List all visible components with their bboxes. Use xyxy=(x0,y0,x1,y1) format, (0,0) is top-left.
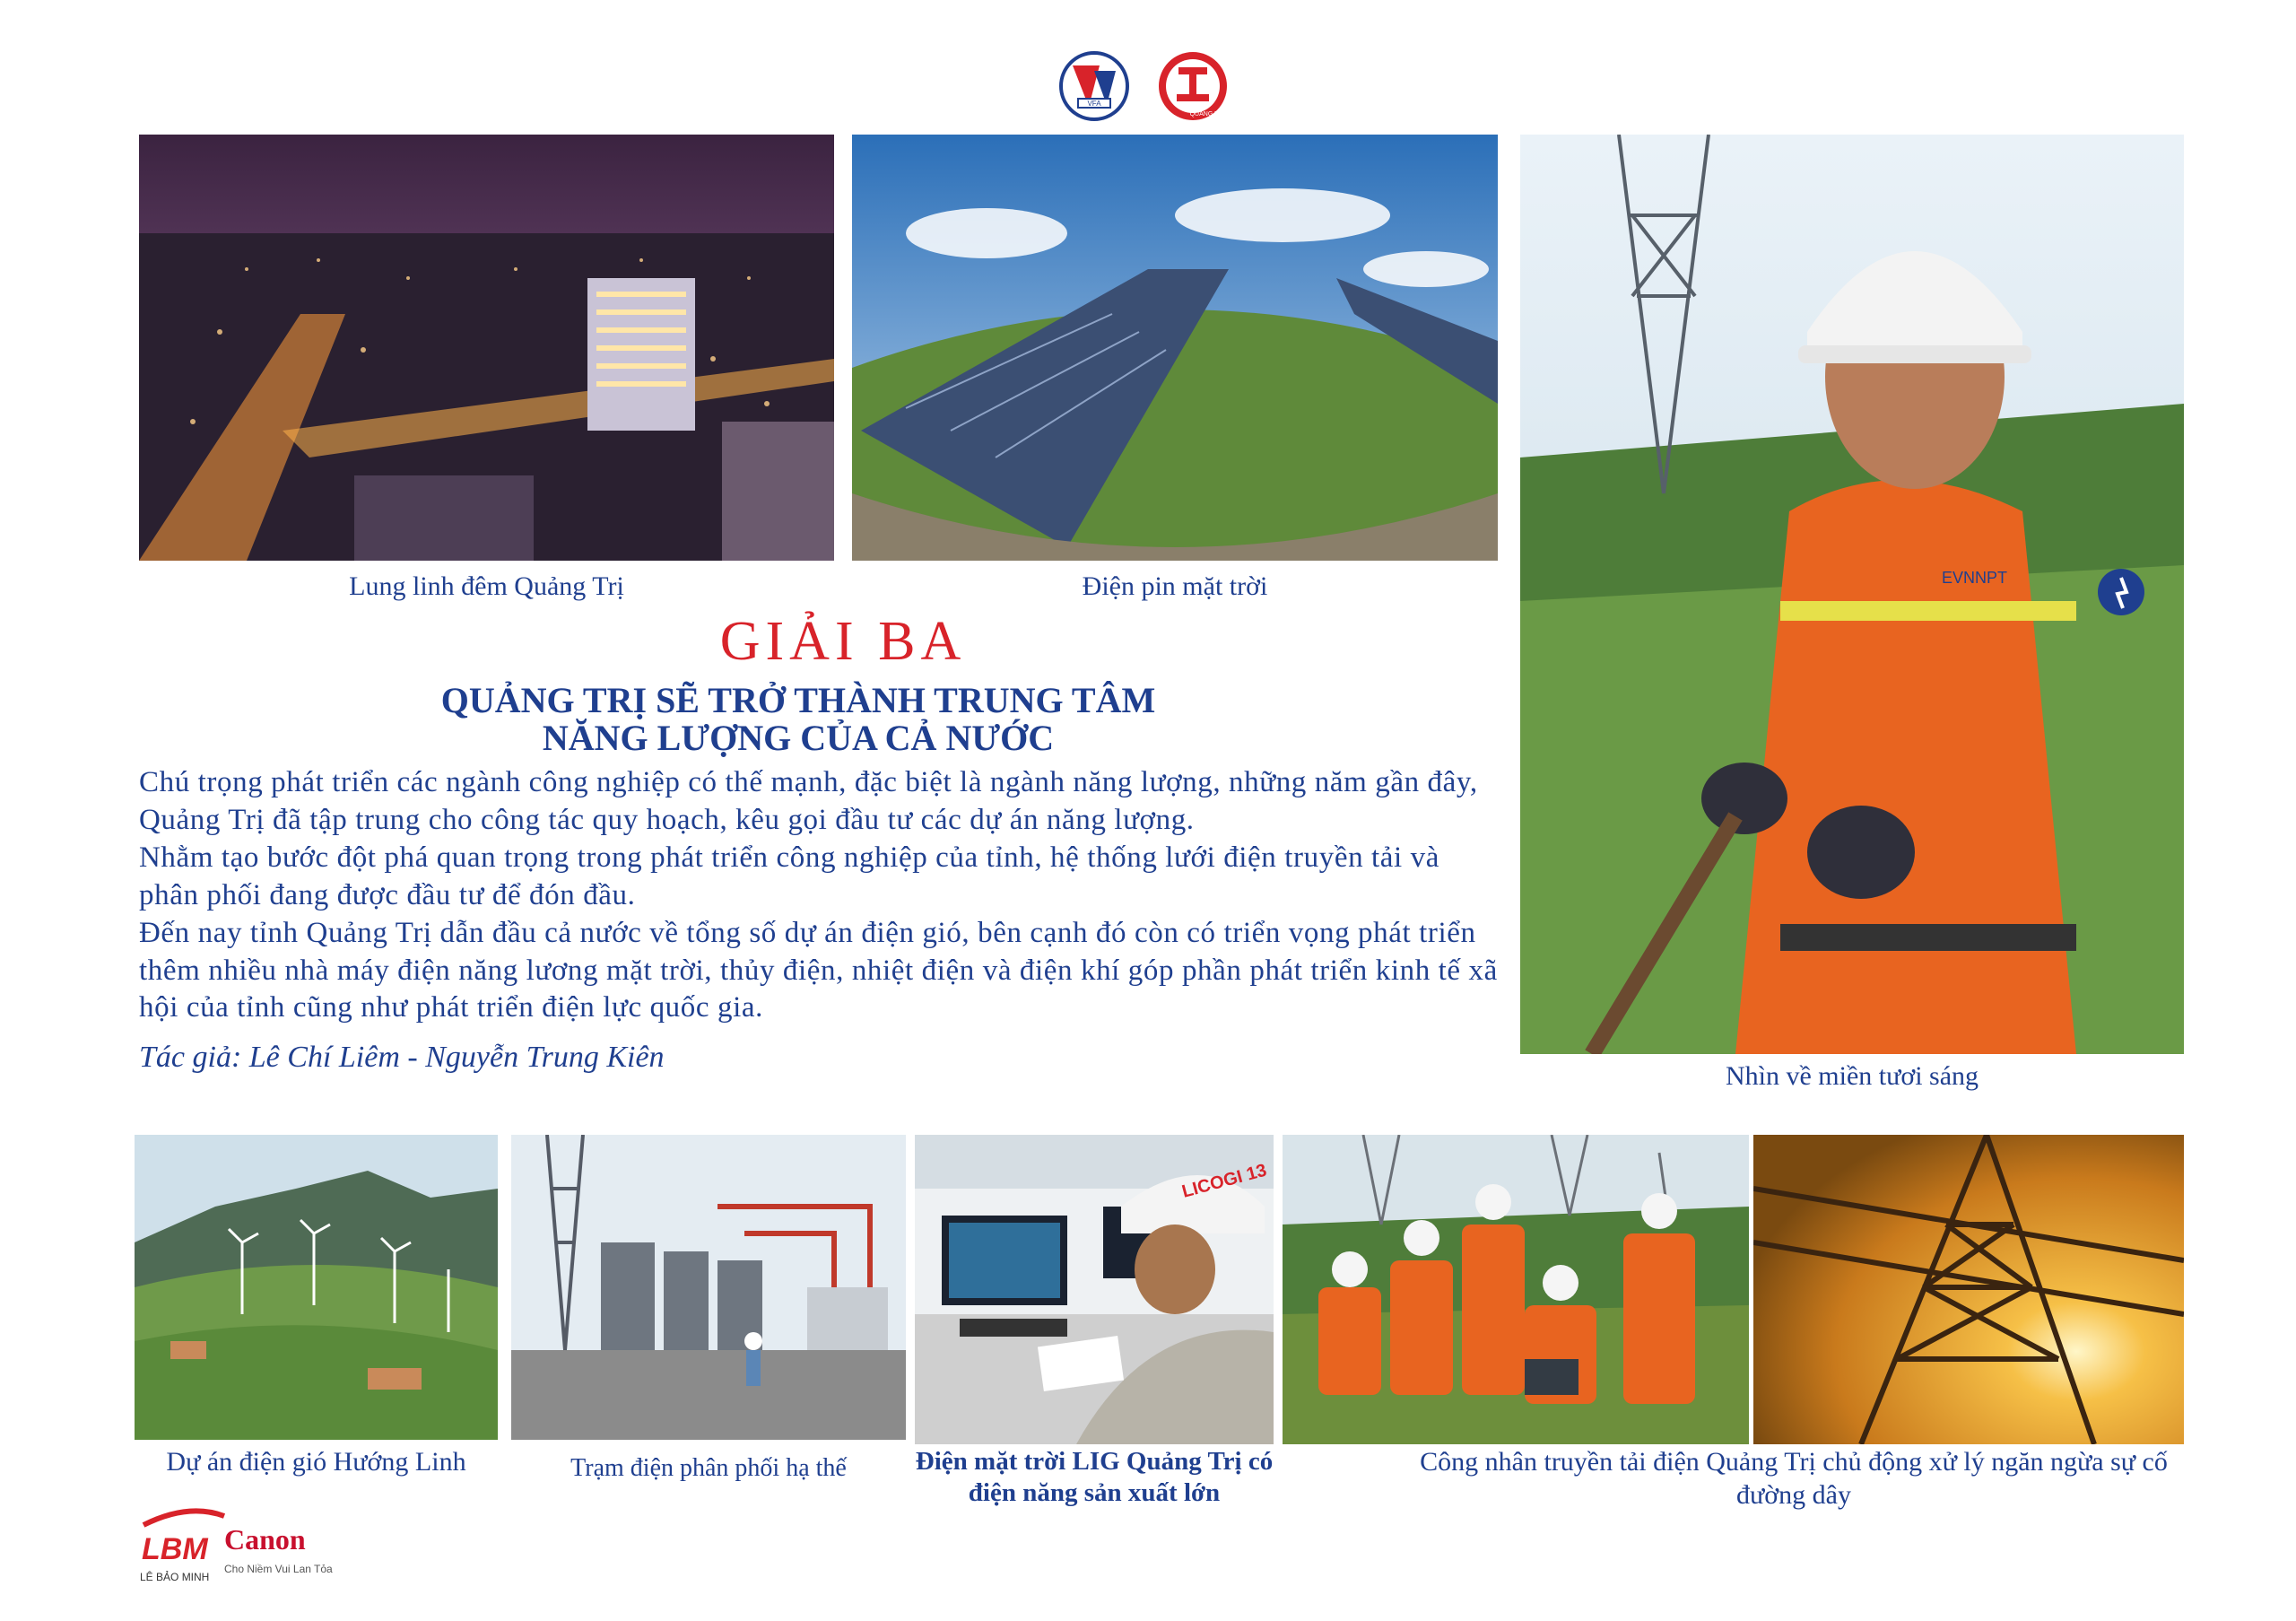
svg-text:LÊ BẢO MINH: LÊ BẢO MINH xyxy=(140,1571,210,1583)
photo-tower-sunset xyxy=(1753,1135,2184,1444)
author-credit: Tác giả: Lê Chí Liêm - Nguyễn Trung Kiên xyxy=(139,1041,665,1074)
headline-line-1: QUẢNG TRỊ SẼ TRỞ THÀNH TRUNG TÂM xyxy=(440,680,1156,720)
caption-crew: Công nhân truyền tải điện Quảng Trị chủ động xử lý ngăn ngừa sự cố đường dây xyxy=(1420,1447,2168,1510)
canon-logo xyxy=(224,1525,368,1588)
caption-control-room: Điện mặt trời LIG Quảng Trị có điện năng sản xuất lớn xyxy=(915,1447,1274,1508)
caption-wind-farm: Dự án điện gió Hướng Linh xyxy=(166,1447,466,1477)
caption-worker: Nhìn về miền tươi sáng xyxy=(1725,1061,1979,1091)
body-paragraph-2: Nhằm tạo bước đột phá quan trọng trong phát triển công nghiệp của tỉnh, hệ thống lưới điện truyền tải và phân phối đang được đầu tư để đón đầu. xyxy=(139,841,1439,911)
body-paragraph-3: Đến nay tỉnh Quảng Trị dẫn đầu cả nước về tổng số dự án điện gió, bên cạnh đó còn có triển vọng phát triển thêm nhiều nhà máy điện năng lương mặt trời, thủy điện, nhiệt điện và điện khí góp phần phát triển kinh tế xã hội của tỉnh cũng như phát triển điện lực quốc gia. xyxy=(139,916,1498,1024)
vfa-logo-icon xyxy=(1058,49,1238,123)
canon-wordmark: Canon xyxy=(224,1523,306,1556)
caption-substation: Trạm điện phân phối hạ thế xyxy=(570,1454,847,1482)
headline-line-2: NĂNG LƯỢNG CỦA CẢ NƯỚC xyxy=(542,718,1055,758)
photo-substation xyxy=(511,1135,906,1440)
lbm-logo-icon xyxy=(135,1507,233,1588)
headline xyxy=(269,682,1327,757)
photo-solar xyxy=(852,135,1498,561)
photo-worker xyxy=(1520,135,2184,1054)
svg-text:VFA: VFA xyxy=(1087,100,1101,108)
svg-text:LBM: LBM xyxy=(142,1532,208,1566)
caption-solar: Điện pin mặt trời xyxy=(1082,571,1268,601)
canon-slogan: Cho Niềm Vui Lan Tỏa xyxy=(224,1563,333,1575)
photo-crew xyxy=(1283,1135,1749,1444)
body-paragraph-1: Chú trọng phát triển các ngành công nghiệp có thế mạnh, đặc biệt là ngành năng lượng, những năm gần đây, Quảng Trị đã tập trung cho công tác quy hoạch, kêu gọi đầu tư các dự án năng lượng. xyxy=(139,766,1478,836)
award-title: GIẢI BA xyxy=(719,611,967,672)
caption-night-city: Lung linh đêm Quảng Trị xyxy=(349,571,624,601)
svg-text:EVNNPT: EVNNPT xyxy=(1942,569,2008,587)
photo-wind-farm xyxy=(135,1135,498,1440)
article-body xyxy=(139,764,1507,1027)
svg-text:QUẢNG TRỊ: QUẢNG TRỊ xyxy=(1189,111,1225,118)
lbm-logo xyxy=(135,1507,233,1588)
header-logos xyxy=(1058,49,1238,123)
svg-text:LICOGI 13: LICOGI 13 xyxy=(1179,1160,1269,1202)
photo-night-city xyxy=(139,135,834,561)
photo-control-room xyxy=(915,1135,1274,1444)
